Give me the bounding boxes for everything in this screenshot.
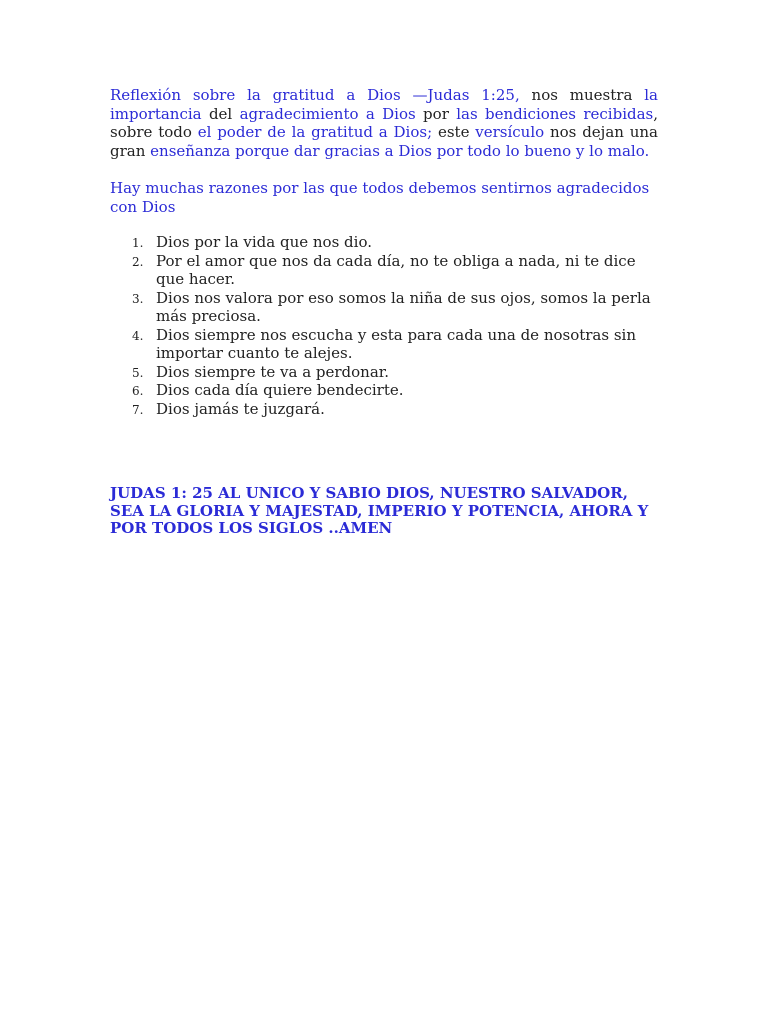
intro-title: Reflexión sobre la gratitud a Dios —Judas 1:25, — [110, 86, 520, 104]
intro-highlight: el poder de la gratitud a Dios; — [197, 123, 433, 141]
list-item — [132, 381, 658, 400]
intro-highlight: enseñanza porque dar gracias a Dios por todo lo bueno y lo malo. — [150, 141, 650, 160]
intro-paragraph — [110, 86, 658, 160]
list-item-number: 5. — [132, 365, 144, 380]
intro-text: este — [432, 123, 476, 141]
list-item — [132, 362, 658, 382]
list-item-text: Dios siempre te va a perdonar. — [156, 362, 390, 381]
intro-text: del — [201, 104, 240, 123]
list-item-number: 1. — [132, 236, 144, 250]
list-item-text: Dios por la vida que nos dio. — [156, 233, 372, 251]
list-item-number: 4. — [132, 328, 144, 343]
list-item — [132, 233, 658, 252]
list-item — [132, 288, 658, 326]
intro-highlight: las bendiciones recibidas — [456, 104, 654, 123]
intro-text: por — [415, 104, 457, 123]
list-item — [132, 251, 658, 289]
intro-text: nos dejan una gran — [110, 123, 658, 160]
list-item-text: Dios cada día quiere bendecirte. — [156, 381, 404, 399]
intro-text: , sobre todo — [110, 104, 659, 141]
document-page — [110, 86, 658, 538]
intro-highlight: la importancia — [110, 86, 658, 123]
intro-highlight: agradecimiento a Dios — [239, 104, 416, 123]
list-item-text: Dios siempre nos escucha y esta para cada una de nosotras sin importar cuanto te alejes. — [156, 325, 636, 362]
verse-quote: JUDAS 1: 25 AL UNICO Y SABIO DIOS, NUESTRO SALVADOR, SEA LA GLORIA Y MAJESTAD, IMPERIO Y POTENCIA, AHORA Y POR TODOS LOS SIGLOS ..AMEN — [110, 484, 649, 537]
list-item-text: Dios nos valora por eso somos la niña de sus ojos, somos la perla más preciosa. — [156, 288, 651, 325]
list-item — [132, 325, 658, 363]
reasons-list — [110, 233, 658, 418]
list-item-text: Por el amor que nos da cada día, no te obliga a nada, ni te dice que hacer. — [156, 251, 636, 288]
list-item-number: 3. — [132, 291, 144, 306]
list-item — [132, 399, 658, 419]
list-item-number: 2. — [132, 254, 144, 269]
list-item-text: Dios jamás te juzgará. — [156, 399, 325, 418]
reasons-heading: Hay muchas razones por las que todos debemos sentirnos agradecidos con Dios — [110, 179, 650, 216]
intro-text: nos muestra — [519, 86, 645, 104]
list-item-number: 6. — [132, 384, 144, 398]
intro-highlight: versículo — [475, 123, 545, 141]
list-item-number: 7. — [132, 402, 144, 417]
